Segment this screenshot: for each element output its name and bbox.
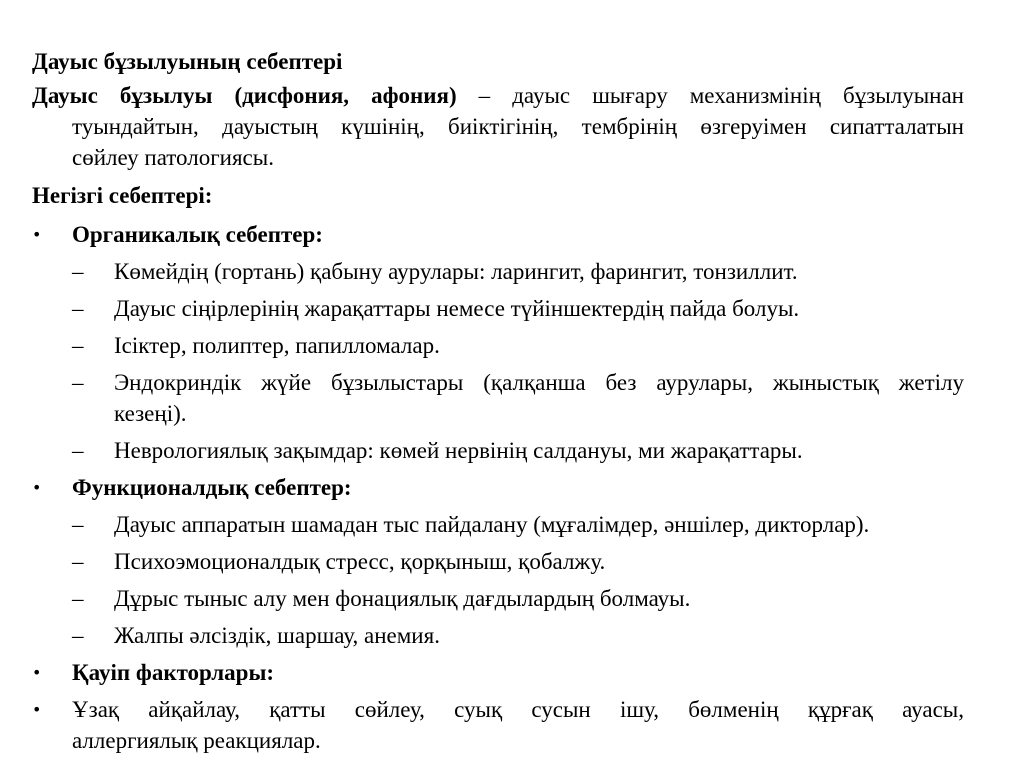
main-heading: Негізгі себептері: [32, 183, 213, 208]
list-item-text: Эндокриндік жүйе бұзылыстары (қалқанша без аурулары, жыныстық жетілу [114, 370, 964, 395]
list-item-text: кезеңі). [114, 401, 187, 426]
dash-icon: – [72, 370, 84, 395]
dash-icon: – [72, 586, 84, 611]
list-item-text: Дұрыс тыныс алу мен фонациялық дағдылардың болмауы. [114, 586, 691, 611]
dash-icon: – [72, 296, 84, 321]
list-item-text: Дауыс сіңірлерінің жарақаттары немесе түйіншектердің пайда болуы. [114, 296, 800, 321]
list-item-text: Психоэмоционалдық стресс, қорқыныш, қобалжу. [114, 549, 606, 574]
dash-icon: – [72, 549, 84, 574]
dash-icon: – [72, 623, 84, 648]
section-heading-functional: Функционалдық себептер: [72, 475, 352, 500]
list-item-text: Жалпы әлсіздік, шаршау, анемия. [114, 623, 440, 648]
definition-line-3: сөйлеу патологиясы. [72, 145, 274, 170]
risk-text: Ұзақ айқайлау, қатты сөйлеу, суық сусын ішу, бөлменің құрғақ ауасы, [72, 697, 964, 722]
definition-line-1 [32, 80, 964, 111]
list-item-text: Неврологиялық зақымдар: көмей нервінің салдануы, ми жарақаттары. [114, 438, 803, 463]
page-title: Дауыс бұзылуының себептері [32, 49, 343, 74]
risk-text-line-2: аллергиялық реакциялар. [72, 728, 321, 753]
section-heading-risk: Қауіп факторлары: [72, 660, 275, 685]
dash-icon: – [72, 259, 84, 284]
definition-line-2: туындайтын, дауыстың күшінің, биіктігінің, тембрінің өзгеруімен сипатталатын [72, 114, 964, 139]
section-heading-organic: Органикалық себептер: [72, 222, 323, 247]
list-item-text: Ісіктер, полиптер, папилломалар. [114, 333, 440, 358]
definition-paragraph [32, 80, 964, 173]
bullet-icon: • [32, 478, 42, 497]
definition-rest: – дауыс шығару механизмінің бұзылуынан [456, 83, 964, 108]
list-item-text: Дауыс аппаратын шамадан тыс пайдалану (мұғалімдер, әншілер, дикторлар). [114, 512, 870, 537]
list-item-text: Көмейдің (гортань) қабыну аурулары: ларингит, фарингит, тонзиллит. [114, 259, 798, 284]
dash-icon: – [72, 438, 84, 463]
dash-icon: – [72, 333, 84, 358]
dash-icon: – [72, 512, 84, 537]
definition-term: Дауыс бұзылуы (дисфония, афония) [32, 83, 457, 108]
bullet-icon: • [32, 225, 42, 244]
bullet-icon: • [32, 663, 42, 682]
bullet-icon: • [32, 700, 42, 719]
